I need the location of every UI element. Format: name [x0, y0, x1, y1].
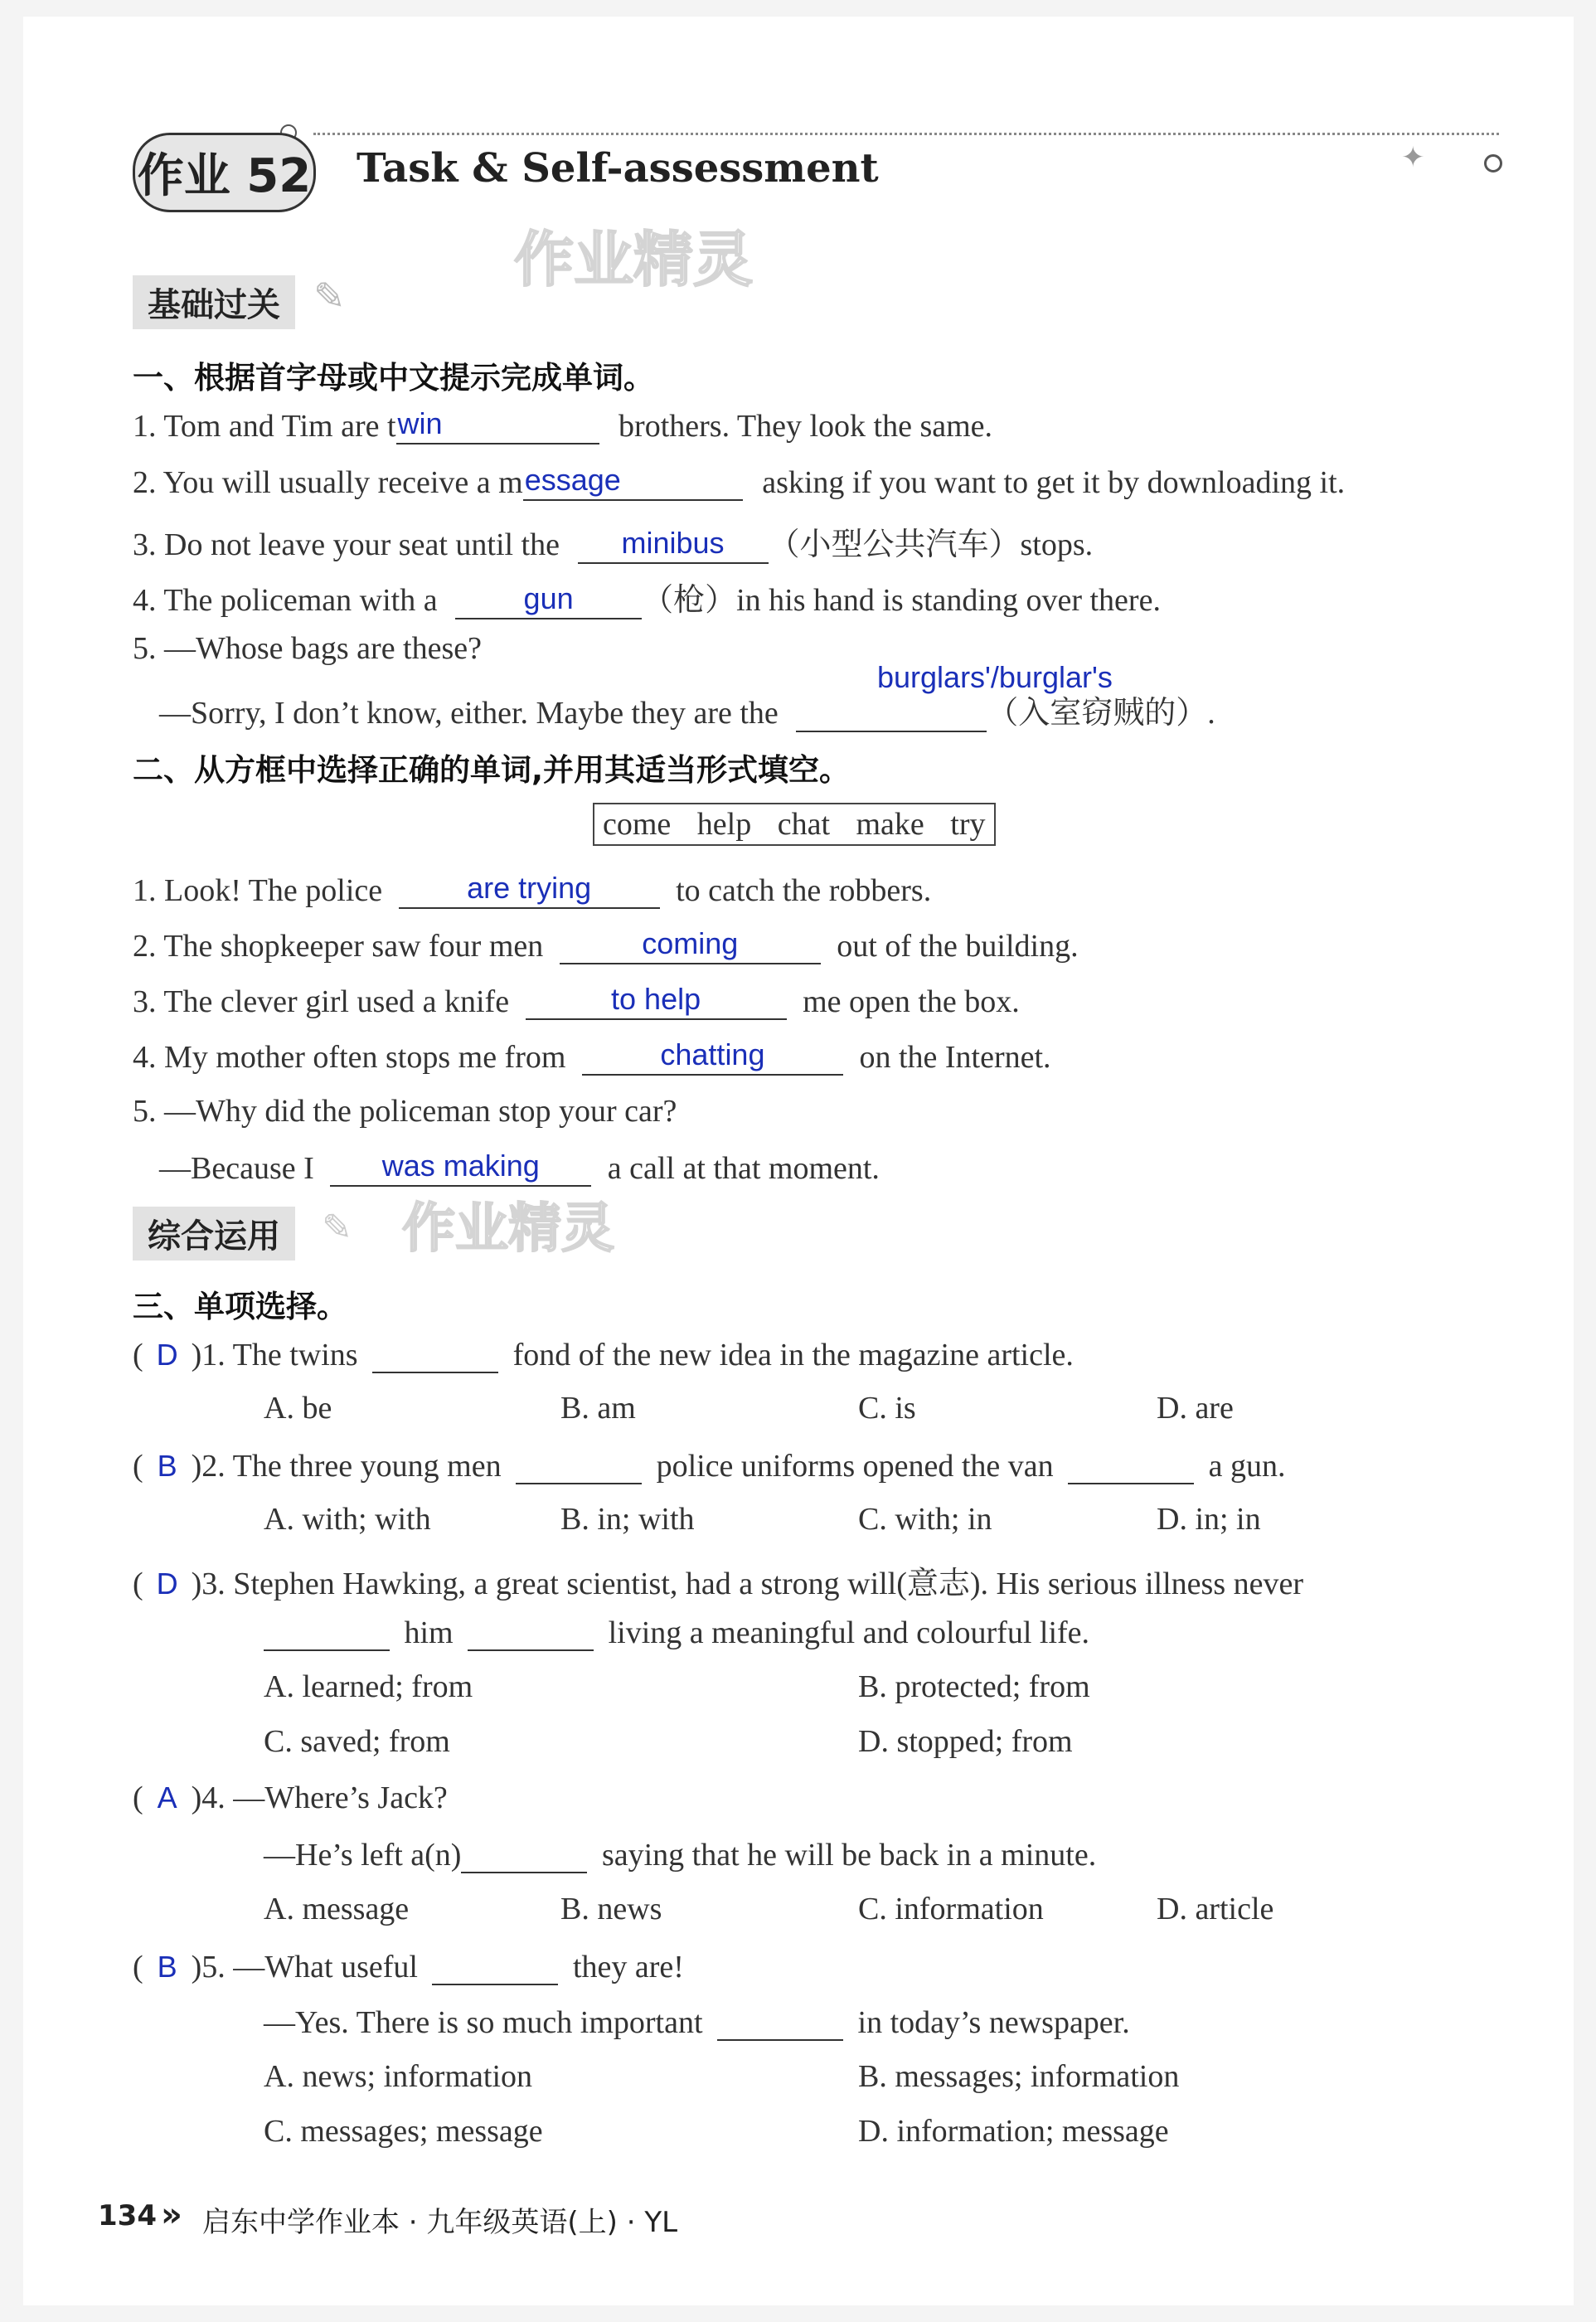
p1-q4-answer: gun: [523, 581, 574, 615]
p2-question-3: [133, 982, 1020, 1020]
mc2-answer: B: [157, 1449, 177, 1483]
p1-q4-pre: 4. The policeman with a: [133, 583, 438, 618]
end-ring-icon: [1484, 154, 1502, 172]
p2-q5-answer: was making: [381, 1149, 540, 1183]
mc1-option-d[interactable]: D. are: [1157, 1391, 1234, 1426]
header-dotted-rule: [313, 133, 1499, 135]
p2-question-2: [133, 926, 1079, 964]
section-tag-basic: 基础过关: [133, 275, 295, 329]
mc5-blank-1: [432, 1947, 558, 1985]
watermark: 作业精灵: [402, 1198, 614, 1260]
mc3-option-c[interactable]: C. saved; from: [264, 1724, 450, 1759]
mc5-answer: B: [157, 1950, 177, 1984]
mc5-line2: —Yes. There is so much important: [264, 2005, 703, 2040]
mc3-blank-1: [264, 1613, 390, 1651]
p1-q3-blank: [578, 526, 769, 564]
mc5-line-2: [264, 2003, 1130, 2041]
p2-q4-answer: chatting: [660, 1037, 765, 1071]
mc3-line-2: [264, 1613, 1089, 1651]
mc5-option-d[interactable]: D. information; message: [858, 2114, 1169, 2149]
p1-q1-answer: win: [397, 406, 443, 440]
mc4-option-c[interactable]: C. information: [858, 1892, 1044, 1926]
p2-q3-blank: [526, 982, 787, 1020]
mc4-option-a[interactable]: A. message: [264, 1892, 410, 1926]
p1-question-4: [133, 574, 1161, 619]
part2-heading: 二、从方框中选择正确的单词,并用其适当形式填空。: [133, 752, 851, 788]
page-title: Task & Self-assessment: [357, 145, 879, 192]
mc2-stem2: police uniforms opened the van: [656, 1449, 1054, 1484]
mc3-answer: D: [156, 1567, 178, 1601]
p2-q4-blank: [582, 1037, 843, 1076]
pencil-icon: ✎: [322, 1207, 352, 1249]
p1-q2-pre: 2. You will usually receive a m: [133, 465, 523, 500]
p1-q2-answer: essage: [524, 463, 621, 497]
p2-q2-answer: coming: [642, 926, 739, 960]
p2-q1-blank: [399, 871, 660, 909]
mc3-option-d[interactable]: D. stopped; from: [858, 1724, 1073, 1759]
p1-q5-blank: [796, 694, 987, 732]
p2-q4-post: on the Internet.: [859, 1040, 1051, 1075]
mc1-answer: D: [156, 1338, 178, 1372]
mc2-option-a[interactable]: A. with; with: [264, 1502, 431, 1537]
p1-q3-pre: 3. Do not leave your seat until the: [133, 527, 560, 562]
p2-q1-answer: are trying: [467, 871, 592, 905]
mc2-paren: (: [133, 1449, 143, 1484]
p2-q1-pre: 1. Look! The police: [133, 873, 383, 908]
mc3-line2: him: [404, 1615, 454, 1650]
mc3-paren: (: [133, 1567, 143, 1601]
p2-question-1: [133, 871, 931, 909]
p1-question-2: [133, 463, 1345, 501]
mc1-option-b[interactable]: B. am: [560, 1391, 636, 1426]
mc4-line2b: saying that he will be back in a minute.: [601, 1838, 1097, 1873]
p1-q4-blank: [455, 581, 642, 619]
mc5-line2b: in today’s newspaper.: [857, 2005, 1130, 2040]
p2-q3-post: me open the box.: [803, 984, 1020, 1019]
mc2-option-c[interactable]: C. with; in: [858, 1502, 992, 1537]
p2-q3-pre: 3. The clever girl used a knife: [133, 984, 510, 1019]
p2-q4-pre: 4. My mother often stops me from: [133, 1040, 566, 1075]
mc1-blank: [372, 1335, 498, 1373]
p1-q5-answer: burglars'/burglar's: [877, 660, 1113, 694]
mc5-stem: )5. —What useful: [191, 1950, 418, 1984]
p2-q3-answer: to help: [611, 982, 701, 1016]
mc1-paren: (: [133, 1338, 143, 1372]
p2-q5-blank: [330, 1149, 591, 1187]
p1-q5-pre: —Sorry, I don’t know, either. Maybe they are the: [159, 696, 779, 731]
p2-q1-post: to catch the robbers.: [676, 873, 932, 908]
mc2-stem3: a gun.: [1208, 1449, 1286, 1484]
p1-question-3: [133, 518, 1093, 564]
section-tag-comprehensive: 综合运用: [133, 1207, 295, 1261]
p1-q2-blank: [523, 463, 743, 501]
p1-q1-blank: [396, 406, 599, 444]
mc2-blank-2: [1068, 1446, 1194, 1484]
mc-question-4: [133, 1780, 448, 1816]
mc1-stem: )1. The twins: [191, 1338, 358, 1372]
mc4-stem: )4. —Where’s Jack?: [191, 1780, 448, 1815]
p1-question-1: [133, 406, 992, 444]
mc4-blank: [461, 1835, 587, 1873]
mc4-paren: (: [133, 1780, 143, 1815]
p1-q1-post: brothers. They look the same.: [619, 409, 993, 444]
part3-heading: 三、单项选择。: [133, 1289, 347, 1324]
p2-question-5a: 5. —Why did the policeman stop your car?: [133, 1094, 677, 1129]
mc1-stem2: fond of the new idea in the magazine article.: [512, 1338, 1074, 1372]
page-number: 134: [98, 2199, 157, 2232]
p2-q2-post: out of the building.: [837, 929, 1079, 964]
mc1-option-a[interactable]: A. be: [264, 1391, 332, 1426]
mc4-line-2: [264, 1835, 1096, 1873]
p1-q1-pre: 1. Tom and Tim are t: [133, 409, 396, 444]
mc5-option-b[interactable]: B. messages; information: [858, 2059, 1180, 2094]
mc3-option-a[interactable]: A. learned; from: [264, 1669, 473, 1704]
p2-q5-pre: —Because I: [159, 1151, 314, 1186]
mc5-option-a[interactable]: A. news; information: [264, 2059, 533, 2094]
mc4-option-b[interactable]: B. news: [560, 1892, 662, 1926]
mc-question-2: [133, 1446, 1286, 1484]
mc2-option-b[interactable]: B. in; with: [560, 1502, 695, 1537]
mc4-line2: —He’s left a(n): [264, 1838, 462, 1873]
mc-question-3: [133, 1557, 1303, 1603]
book-title: 启东中学作业本 · 九年级英语(上) · YL: [202, 2206, 678, 2239]
mc2-option-d[interactable]: D. in; in: [1157, 1502, 1261, 1537]
mc3-option-b[interactable]: B. protected; from: [858, 1669, 1090, 1704]
double-chevron-icon: »: [161, 2196, 182, 2234]
p1-q3-post: （小型公共汽车）stops.: [768, 527, 1094, 562]
homework-number-badge: 作业 52: [133, 133, 316, 212]
mc5-option-c[interactable]: C. messages; message: [264, 2114, 543, 2149]
mc2-blank-1: [516, 1446, 642, 1484]
sparkle-icon: ✦: [1401, 141, 1425, 174]
word-box: come help chat make try: [593, 803, 996, 846]
part1-heading: 一、根据首字母或中文提示完成单词。: [133, 360, 654, 396]
p1-question-5a: 5. —Whose bags are these?: [133, 631, 483, 666]
p1-q5-post: （入室窃贼的）.: [987, 696, 1215, 731]
p2-q5-post: a call at that moment.: [607, 1151, 880, 1186]
mc1-option-c[interactable]: C. is: [858, 1391, 916, 1426]
mc3-blank-2: [468, 1613, 594, 1651]
mc3-line2b: living a meaningful and colourful life.: [608, 1615, 1090, 1650]
mc3-stem: )3. Stephen Hawking, a great scientist, had a strong will(意志). His serious illness never: [191, 1567, 1303, 1601]
p1-q2-post: asking if you want to get it by downloading it.: [762, 465, 1346, 500]
mc5-stem2: they are!: [572, 1950, 684, 1984]
mc5-blank-2: [717, 2003, 843, 2041]
p2-question-5b: [159, 1149, 880, 1187]
p1-q3-answer: minibus: [621, 526, 725, 560]
mc-question-5: [133, 1947, 684, 1985]
mc5-paren: (: [133, 1950, 143, 1984]
p2-question-4: [133, 1037, 1051, 1076]
mc4-answer: A: [157, 1780, 177, 1814]
p2-q2-blank: [560, 926, 821, 964]
p1-q4-post: （枪）in his hand is standing over there.: [642, 583, 1161, 618]
watermark: 作业精灵: [514, 225, 754, 294]
mc2-stem: )2. The three young men: [191, 1449, 502, 1484]
mc-question-1: [133, 1335, 1074, 1373]
pencil-icon: ✎: [313, 274, 346, 318]
mc4-option-d[interactable]: D. article: [1157, 1892, 1274, 1926]
p2-q2-pre: 2. The shopkeeper saw four men: [133, 929, 544, 964]
